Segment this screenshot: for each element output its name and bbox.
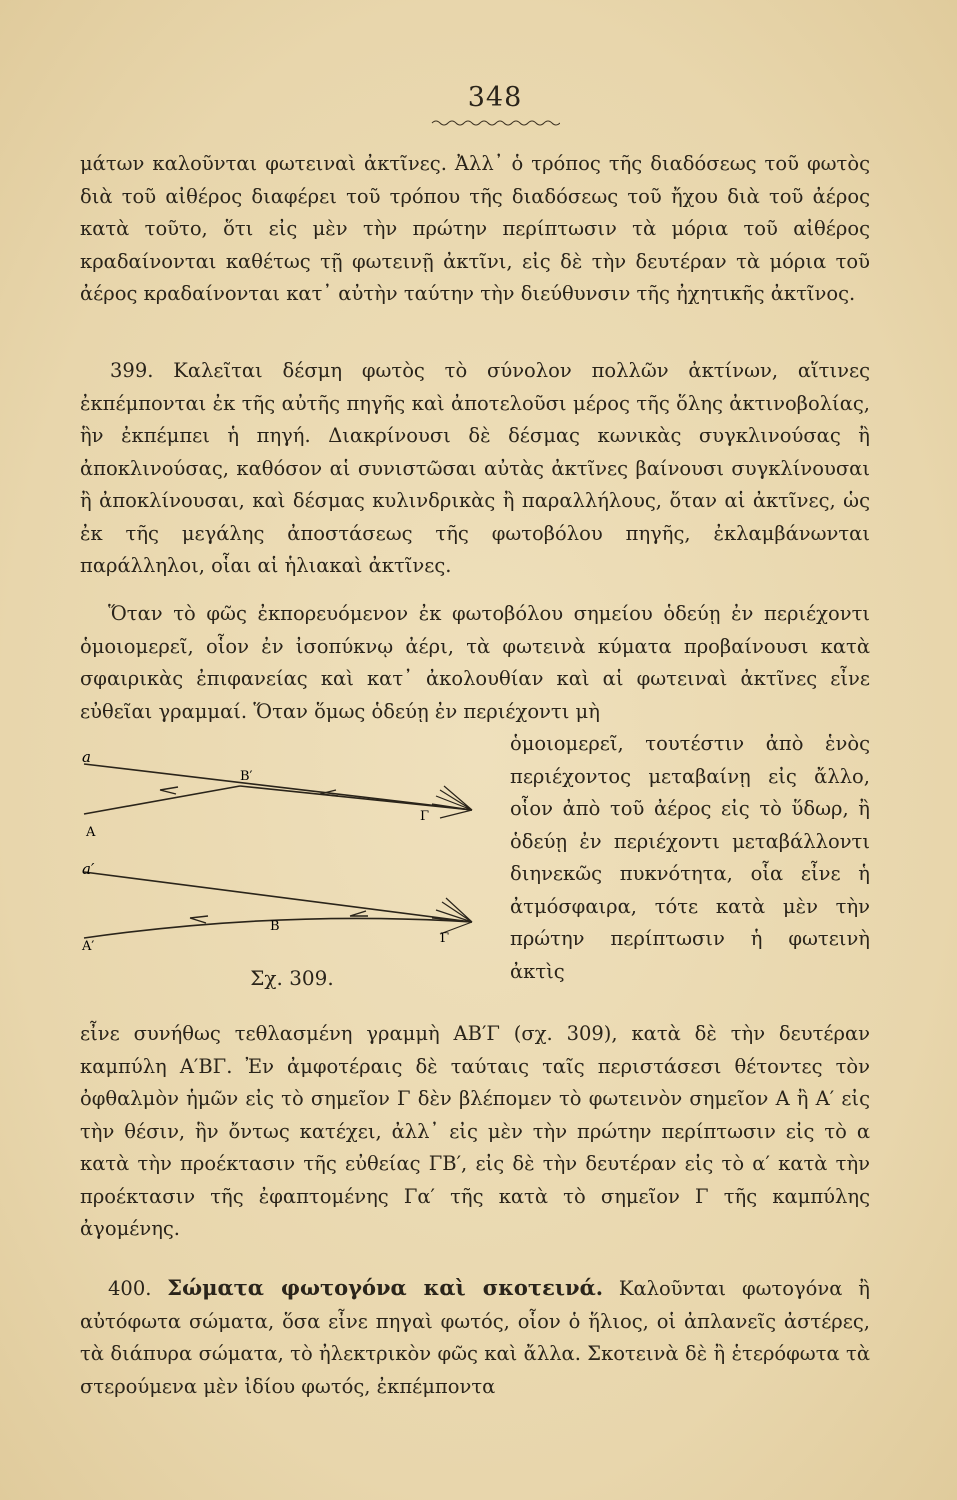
label-A: Α [86,825,96,840]
eye-icon [432,898,472,934]
section-text: Καλοῦνται φωτογόνα ἢ αὐτόφωτα σώματα, ὅσα εἶνε πηγαὶ φωτός, οἷον ὁ ἥλιος, οἱ ἀπλανεῖς ἀστέρες, τὰ διάπυρα σώματα, τὸ ἠλεκτρικὸν φῶς καὶ ἄλλα. Σκοτεινὰ δὲ ἢ ἑτερόφωτα τὰ στερούμενα μὲν ἰδίου φωτός, ἐκπέμποντα [80,1277,870,1398]
paragraph-400 [80,1272,870,1403]
page-number: 348 [467,82,523,113]
section-heading: Σώματα φωτογόνα καὶ σκοτεινά. [167,1275,604,1300]
figure-caption: Σχ. 309. [250,966,334,990]
paragraph-1: μάτων καλοῦνται φωτειναὶ ἀκτῖνες. Ἀλλ᾽ ὁ τρόπος τῆς διαδόσεως τοῦ φωτὸς διὰ τοῦ αἰθέρος διαφέρει τοῦ τρόπου τῆς διαδόσεως τοῦ ἤχου διὰ τοῦ ἀέρος κατὰ τοῦτο, ὅτι εἰς μὲν τὴν πρώτην περίπτωσιν τὰ μόρια τοῦ αἰθέρος κραδαίνονται καθέτως τῇ φωτεινῇ ἀκτῖνι, εἰς δὲ τὴν δευτέραν τὰ μόρια τοῦ ἀέρος κραδαίνονται κατ᾽ αὐτὴν ταύτην τὴν διεύθυνσιν τῆς ἠχητικῆς ἀκτῖνος. [80,152,870,305]
ray-line-B-prime-G [240,786,472,810]
arrow-icon [190,916,208,923]
paragraph-399: 399. Καλεῖται δέσμη φωτὸς τὸ σύνολον πολλῶν ἀκτίνων, αἵτινες ἐκπέμπονται ἐκ τῆς αὐτῆς πηγῆς καὶ ἀποτελοῦσι μέρος τῆς ὅλης ἀκτινοβολίας, ἣν ἐκπέμπει ἡ πηγή. Διακρίνουσι δὲ δέσμας κωνικὰς συγκλινούσας ἢ ἀποκλινούσας, καθόσον αἱ συνιστῶσαι αὐτὰς ἀκτῖνες βαίνουσι συγκλίνουσαι ἢ ἀποκλίνουσαι, καὶ δέσμας κυλινδρικὰς ἢ παραλλήλους, ὅταν αἱ ἀκτῖνες, ὡς ἐκ τῆς μεγάλης ἀποστάσεως τῆς φωτοβόλου πηγῆς, ἐκλαμβάνωνται παράλληλοι, οἷαι αἱ ἡλιακαὶ ἀκτῖνες. [80,359,870,577]
section-number: 400. [108,1277,152,1300]
arrow-icon [160,787,178,794]
label-G-top: Γ [420,809,430,824]
label-B-prime: Β′ [240,769,253,784]
label-B: Β [270,919,280,934]
tangent-line-a-prime [84,872,472,922]
ornament-rule [430,118,560,128]
paragraph-3: Ὅταν τὸ φῶς ἐκπορευόμενον ἐκ φωτοβόλου σημείου ὁδεύῃ ἐν περιέχοντι ὁμοιομερεῖ, οἷον ἐν ἰσοπύκνῳ ἀέρι, τὰ φωτεινὰ κύματα προβαίνουσι κατὰ σφαιρικὰς ἐπιφανείας καὶ κατ᾽ ἀκολουθίαν καὶ αἱ φωτειναὶ ἀκτῖνες εἶνε εὐθεῖαι γραμμαί. Ὅταν ὅμως ὁδεύῃ ἐν περιέχοντι μὴ [80,602,870,723]
arrow-icon [350,911,368,916]
figure-309 [80,750,500,1000]
label-a: a [82,750,91,766]
label-A-prime: Α′ [82,939,95,954]
paragraph-3-wrap: ὁμοιομερεῖ, τουτέστιν ἀπὸ ἑνὸς περιέχοντος μεταβαίνῃ εἰς ἄλλο, οἷον ἀπὸ τοῦ ἀέρος εἰς τὸ ὕδωρ, ἢ ὁδεύῃ ἐν περιέχοντι μεταβάλλοντι διηνεκῶς πυκνότητα, οἷα εἶνε ἡ ἀτμόσφαιρα, τότε κατὰ μὲν τὴν πρώτην περίπτωσιν ἡ φωτεινὴ ἀκτὶς [510,732,870,983]
label-G-bottom: Γ [440,931,450,946]
paragraph-4: εἶνε συνήθως τεθλασμένη γραμμὴ ΑΒ′Γ (σχ. 309), κατὰ δὲ τὴν δευτέραν καμπύλη Α′ΒΓ. Ἐν ἀμφοτέραις δὲ ταύταις ταῖς περιστάσεσι θέτοντες τὸν ὀφθαλμὸν ἡμῶν εἰς τὸ σημεῖον Γ δὲν βλέπομεν τὸ φωτεινὸν σημεῖον Α ἢ Α′ εἰς τὴν θέσιν, ἣν ὄντως κατέχει, ἀλλ᾽ εἰς μὲν τὴν πρώτην περίπτωσιν εἰς τὸ α κατὰ τὴν προέκτασιν τῆς εὐθείας ΓΒ′, εἰς δὲ τὴν δευτέραν εἰς τὸ α′ κατὰ τὴν προέκτασιν τῆς ἐφαπτομένης Γα′ τῆς κατὰ τὸ σημεῖον Γ τῆς καμπύλης ἀγομένης. [80,1022,870,1240]
label-a-prime: a′ [82,860,95,878]
eye-icon [432,786,472,818]
